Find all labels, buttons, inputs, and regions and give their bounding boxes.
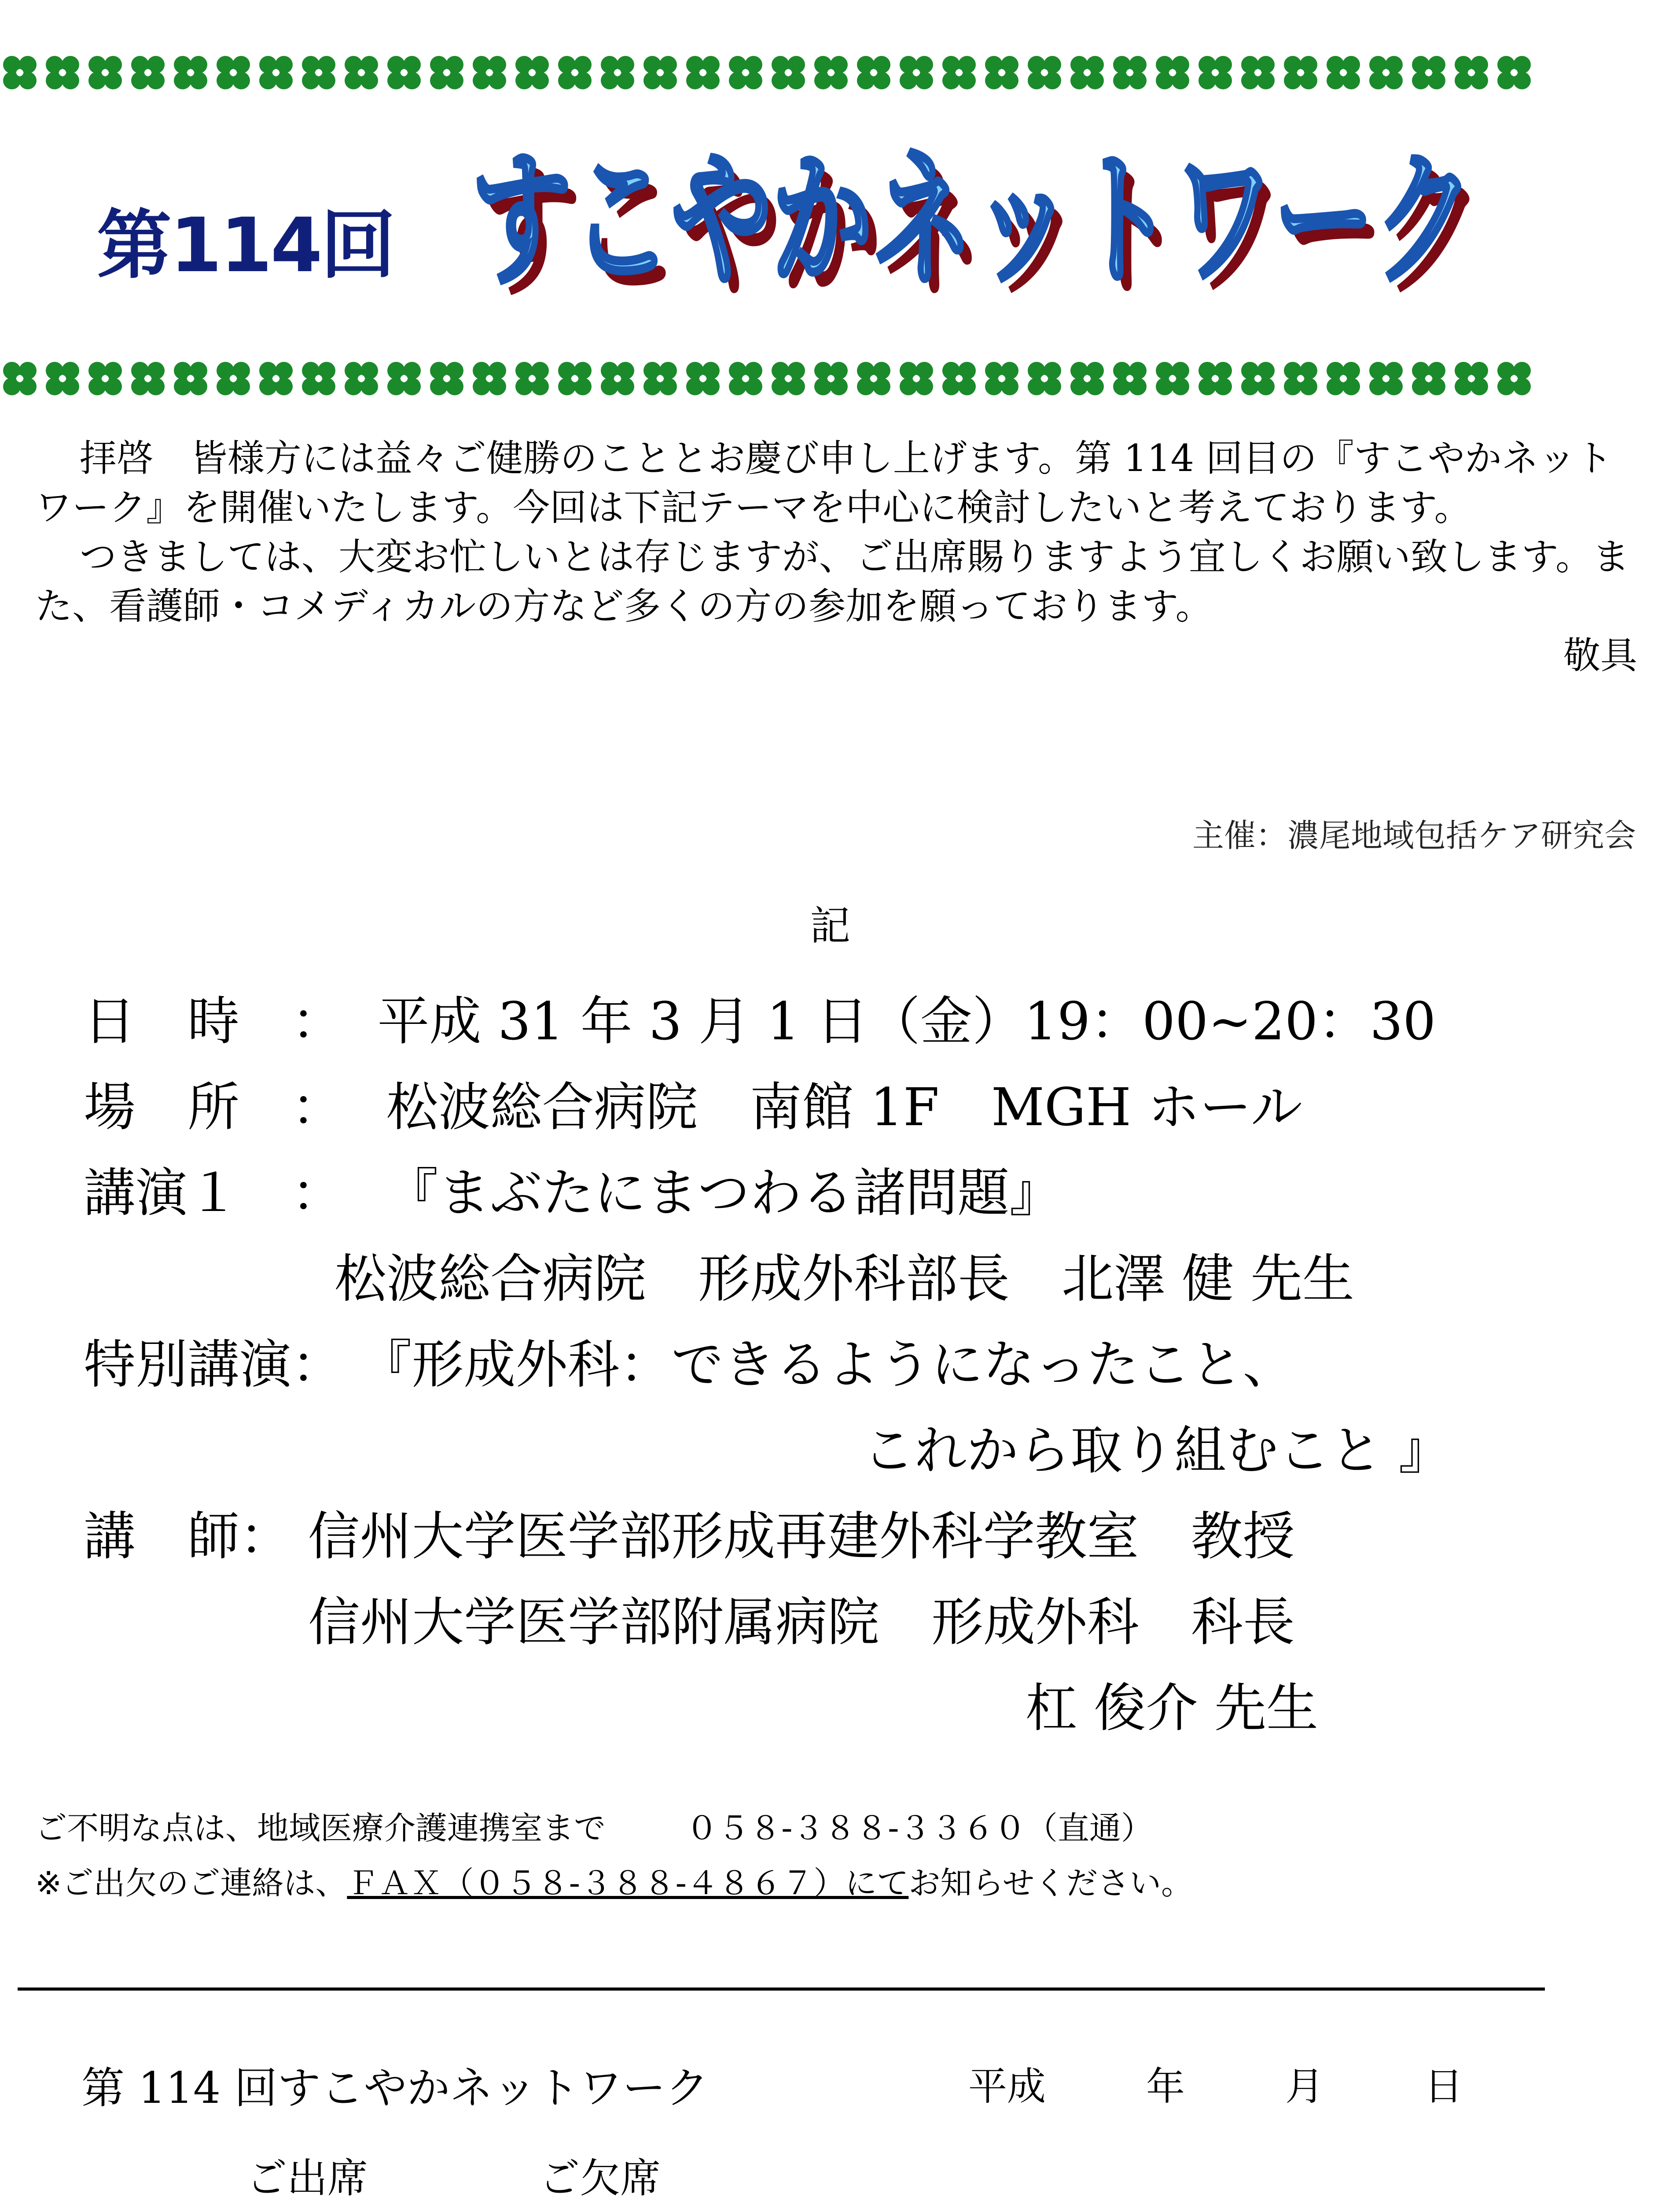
cut-line: [18, 1988, 1545, 1991]
clover-icon: [46, 362, 79, 395]
clover-icon: [3, 362, 37, 395]
venue-value: 松波総合病院 南館 1F MGH ホール: [386, 1077, 1303, 1137]
speaker-row: [84, 1503, 1295, 1569]
clover-icon: [942, 56, 976, 89]
clover-icon: [1028, 362, 1061, 395]
special-lecture-row: [84, 1332, 1295, 1398]
clover-icon: [1497, 362, 1531, 395]
clover-icon: [515, 56, 549, 89]
title-shadow: すこやかネットワーク: [481, 148, 1484, 313]
clover-border-top: [0, 46, 1549, 99]
clover-icon: [1241, 56, 1275, 89]
clover-icon: [1070, 56, 1104, 89]
clover-icon: [1113, 56, 1147, 89]
clover-icon: [1198, 362, 1232, 395]
clover-icon: [174, 56, 207, 89]
form-title: 第 114 回すこやかネットワーク: [81, 2063, 709, 2113]
clover-icon: [131, 362, 165, 395]
clover-icon: [46, 56, 79, 89]
speaker-affiliation-1: 信州大学医学部形成再建外科学教室 教授: [308, 1506, 1295, 1567]
clover-icon: [473, 362, 506, 395]
clover-icon: [1241, 362, 1275, 395]
clover-icon: [1327, 56, 1360, 89]
clover-icon: [1455, 362, 1488, 395]
clover-icon: [217, 56, 250, 89]
phone-number: ０５８‐３８８‐３３６０（直通）: [686, 1810, 1153, 1847]
greeting-paragraph-2: つきましては、大変お忙しいとは存じますが、ご出席賜りますよう宜しくお願い致します。また、看護師・コメディカルの方など多くの方の参加を願っております。: [35, 535, 1630, 628]
clover-icon: [1284, 56, 1317, 89]
year-field[interactable]: 年: [1146, 2064, 1185, 2109]
fax-prefix: ※ご出欠のご連絡は、: [35, 1865, 347, 1902]
clover-icon: [900, 56, 933, 89]
greeting-text: [35, 434, 1637, 680]
closing-keigu: 敬具: [1563, 634, 1637, 677]
clover-icon: [3, 56, 37, 89]
clover-icon: [473, 56, 506, 89]
clover-icon: [942, 362, 976, 395]
fax-number: ＦＡＸ（０５８‐３８８‐４８６７）にて: [347, 1865, 909, 1902]
clover-icon: [814, 56, 848, 89]
clover-icon: [558, 362, 592, 395]
clover-icon: [1369, 362, 1403, 395]
clover-icon: [1028, 56, 1061, 89]
clover-icon: [345, 56, 378, 89]
clover-icon: [387, 362, 421, 395]
lecture1-row: [84, 1160, 1062, 1226]
greeting-paragraph-1: 拝啓 皆様方には益々ご健勝のこととお慶び申し上げます。第 114 回目の『すこやかネットワーク』を開催いたします。今回は下記テーマを中心に検討したいと考えております。: [35, 437, 1613, 529]
inquiry-text: ご不明な点は、地域医療介護連携室まで: [35, 1810, 606, 1847]
absent-option[interactable]: ご欠席: [539, 2155, 661, 2201]
day-field[interactable]: 日: [1424, 2064, 1463, 2109]
clover-icon: [772, 56, 805, 89]
clover-icon: [985, 362, 1018, 395]
clover-icon: [643, 362, 677, 395]
clover-icon: [1327, 362, 1360, 395]
lecture1-speaker: 松波総合病院 形成外科部長 北澤 健 先生: [335, 1248, 1355, 1309]
title-text: すこやかネットワーク: [471, 136, 1474, 305]
clover-icon: [814, 362, 848, 395]
special-lecture-label: 特別講演：: [84, 1334, 344, 1395]
clover-icon: [217, 362, 250, 395]
era-label: 平成: [968, 2064, 1046, 2109]
clover-icon: [985, 56, 1018, 89]
clover-icon: [643, 56, 677, 89]
date-fields: [968, 2056, 1463, 2111]
clover-icon: [259, 362, 293, 395]
clover-icon: [1455, 56, 1488, 89]
venue-row: [84, 1074, 1302, 1140]
clover-icon: [1113, 362, 1147, 395]
clover-icon: [601, 362, 634, 395]
speaker-affiliation-2: 信州大学医学部附属病院 形成外科 科長: [308, 1592, 1295, 1653]
fax-line: [35, 1858, 1193, 1903]
clover-icon: [558, 56, 592, 89]
title-logo: [458, 119, 1496, 313]
clover-icon: [430, 362, 463, 395]
clover-icon: [1070, 362, 1104, 395]
clover-icon: [302, 56, 335, 89]
clover-icon: [259, 56, 293, 89]
organizer: 主催：濃尾地域包括ケア研究会: [1192, 817, 1636, 854]
ki-heading: 記: [810, 902, 851, 950]
clover-border-bottom: [0, 352, 1549, 405]
datetime-value: 平成 31 年 3 月 1 日（金）19：00~20：30: [377, 991, 1436, 1052]
clover-icon: [88, 56, 122, 89]
fax-suffix: お知らせください。: [908, 1865, 1193, 1902]
lecture1-title: 『まぶたにまつわる諸問題』: [386, 1163, 1062, 1223]
special-lecture-title-1: 『形成外科：できるようになったこと、: [360, 1334, 1295, 1395]
clover-icon: [601, 56, 634, 89]
month-field[interactable]: 月: [1285, 2064, 1324, 2109]
clover-icon: [1412, 362, 1445, 395]
attend-option[interactable]: ご出席: [246, 2155, 368, 2201]
attendance-options: [246, 2146, 661, 2201]
clover-icon: [1198, 56, 1232, 89]
venue-label: 場 所 ：: [84, 1077, 344, 1137]
speaker-label: 講 師：: [84, 1506, 292, 1567]
clover-icon: [131, 56, 165, 89]
datetime-row: [84, 988, 1436, 1054]
inquiry-line: [35, 1803, 1153, 1848]
clover-icon: [729, 362, 762, 395]
clover-icon: [686, 362, 720, 395]
clover-icon: [857, 56, 890, 89]
clover-icon: [686, 56, 720, 89]
clover-icon: [1156, 56, 1189, 89]
lecture1-label: 講演１ ：: [84, 1163, 344, 1223]
clover-icon: [174, 362, 207, 395]
clover-icon: [772, 362, 805, 395]
clover-icon: [1369, 56, 1403, 89]
clover-icon: [515, 362, 549, 395]
clover-icon: [1497, 56, 1531, 89]
clover-icon: [1284, 362, 1317, 395]
clover-icon: [1412, 56, 1445, 89]
clover-icon: [857, 362, 890, 395]
special-lecture-title-2: これから取り組むこと 』: [863, 1420, 1451, 1481]
clover-icon: [1156, 362, 1189, 395]
clover-icon: [900, 362, 933, 395]
clover-icon: [302, 362, 335, 395]
clover-icon: [88, 362, 122, 395]
clover-icon: [387, 56, 421, 89]
clover-icon: [345, 362, 378, 395]
datetime-label: 日 時 ：: [84, 991, 344, 1052]
volume-label: 第114回: [97, 202, 394, 289]
clover-icon: [430, 56, 463, 89]
clover-icon: [729, 56, 762, 89]
speaker-name: 杠 俊介 先生: [1026, 1678, 1319, 1738]
